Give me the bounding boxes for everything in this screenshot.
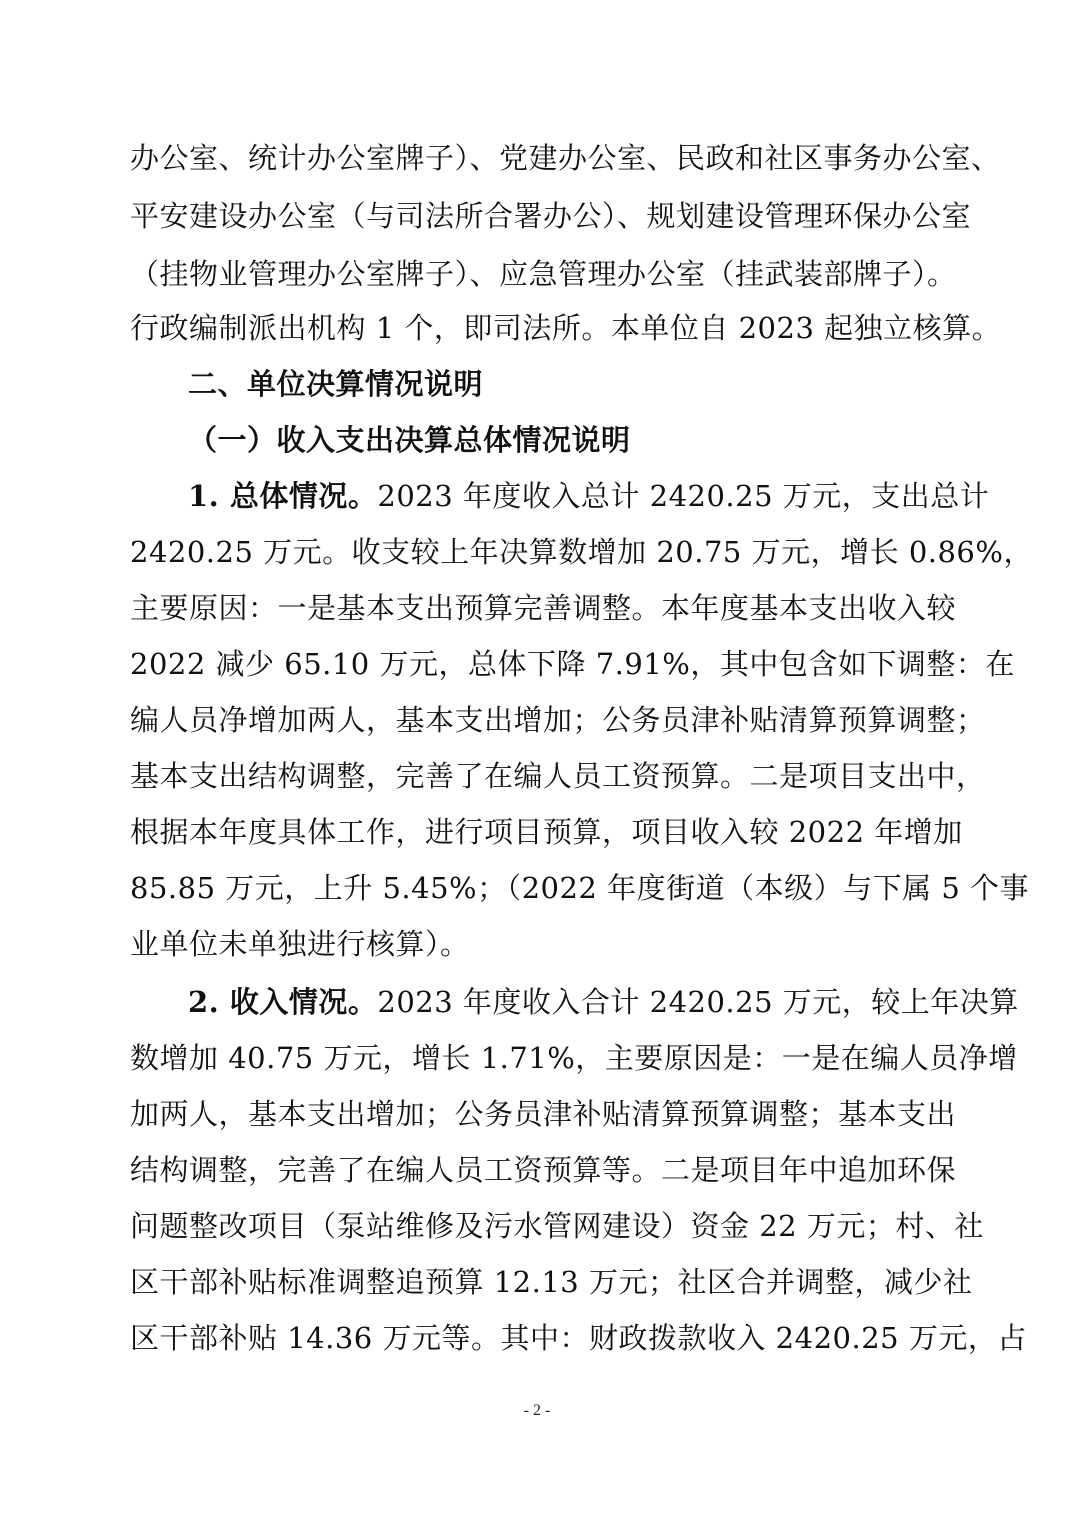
paragraph-text: 2023 年度收入合计 2420.25 万元，较上年决算: [377, 985, 1019, 1019]
text-line: 基本支出结构调整，完善了在编人员工资预算。二是项目支出中，: [130, 759, 986, 793]
subsection-heading: （一）收入支出决算总体情况说明: [188, 423, 631, 457]
text-line: （挂物业管理办公室牌子）、应急管理办公室（挂武装部牌子）。: [130, 257, 957, 291]
section-heading: 二、单位决算情况说明: [188, 367, 484, 401]
text-line: 85.85 万元，上升 5.45%；（2022 年度街道（本级）与下属 5 个事: [130, 871, 1029, 905]
paragraph-first-line: [188, 476, 990, 516]
paragraph-first-line: [188, 982, 1019, 1022]
text-line: 办公室、统计办公室牌子）、党建办公室、民政和社区事务办公室、: [130, 141, 1001, 175]
text-line: 区干部补贴 14.36 万元等。其中：财政拨款收入 2420.25 万元，占: [130, 1321, 1027, 1355]
paragraph-text: 2023 年度收入总计 2420.25 万元，支出总计: [377, 479, 990, 513]
text-line: 2420.25 万元。收支较上年决算数增加 20.75 万元，增长 0.86%，: [130, 535, 1033, 569]
text-line: 结构调整，完善了在编人员工资预算等。二是项目年中追加环保: [130, 1153, 957, 1187]
text-line: 业单位未单独进行核算）。: [130, 927, 470, 961]
text-line: 平安建设办公室（与司法所合署办公）、规划建设管理环保办公室: [130, 199, 972, 233]
page-number: - 2 -: [523, 1402, 551, 1419]
text-line: 根据本年度具体工作，进行项目预算，项目收入较 2022 年增加: [130, 815, 963, 849]
text-line: 问题整改项目（泵站维修及污水管网建设）资金 22 万元；村、社: [130, 1209, 984, 1243]
text-line: 编人员净增加两人，基本支出增加；公务员津补贴清算预算调整；: [130, 703, 986, 737]
text-line: 行政编制派出机构 1 个，即司法所。本单位自 2023 起独立核算。: [130, 311, 1002, 345]
text-line: 区干部补贴标准调整追预算 12.13 万元；社区合并调整，减少社: [130, 1265, 973, 1299]
text-line: 2022 减少 65.10 万元，总体下降 7.91%，其中包含如下调整：在: [130, 647, 1015, 681]
text-line: 加两人，基本支出增加；公务员津补贴清算预算调整；基本支出: [130, 1097, 957, 1131]
text-line: 主要原因：一是基本支出预算完善调整。本年度基本支出收入较: [130, 591, 957, 625]
text-line: 数增加 40.75 万元，增长 1.71%，主要原因是：一是在编人员净增: [130, 1041, 1018, 1075]
paragraph-lead: 1. 总体情况。: [188, 479, 378, 513]
paragraph-lead: 2. 收入情况。: [188, 985, 378, 1019]
